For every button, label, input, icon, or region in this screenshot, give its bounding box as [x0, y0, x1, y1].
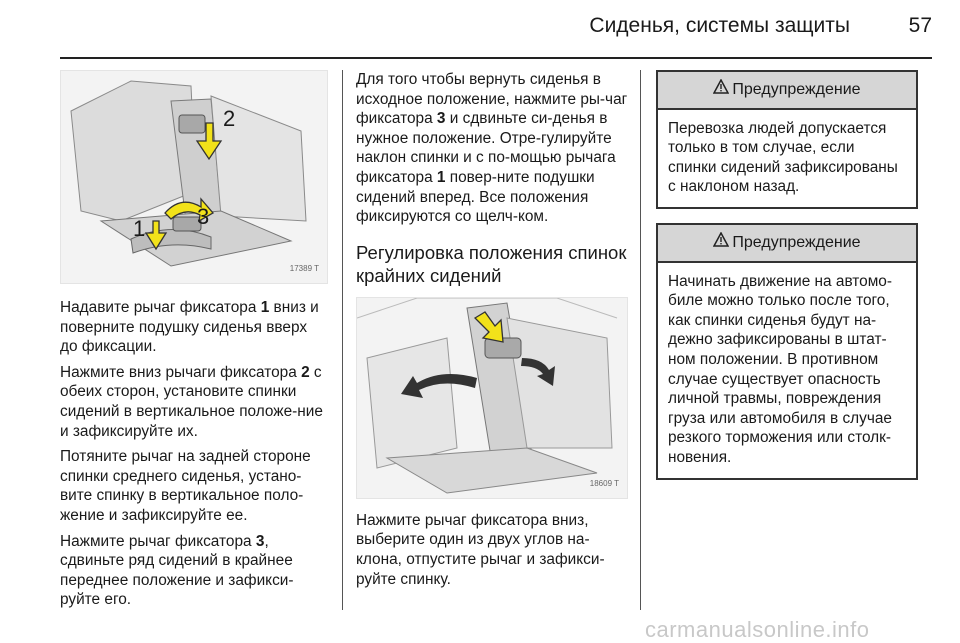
warning-triangle-icon — [713, 79, 729, 100]
warning-triangle-icon — [713, 232, 729, 253]
warning-box — [656, 223, 918, 480]
paragraph: Нажмите вниз рычаги фиксатора 2 с обеих сторон, установите спинки сидений в вертикальное положе-ние и зафиксируйте их. — [60, 363, 323, 440]
column-2 — [356, 70, 628, 595]
figure-rear-seat-folding — [60, 70, 328, 284]
warning-text: Перевозка людей допускается только в том случае, если спинки сидений зафиксированы с наклоном назад. — [668, 119, 898, 196]
column-1 — [60, 70, 328, 616]
warning-title: Предупреждение — [732, 81, 861, 98]
column-divider — [640, 70, 641, 610]
paragraph: Нажмите рычаг фиксатора вниз, выберите один из двух углов на-клона, отпустите рычаг и зафикси-руйте спинку. — [356, 511, 605, 588]
watermark: carmanualsonline.info — [645, 617, 870, 642]
callout-2: 2 — [223, 106, 236, 131]
header-rule — [60, 57, 932, 59]
paragraph: Для того чтобы вернуть сиденья в исходное положение, нажмите ры-чаг фиксатора 3 и сдвиньте си-денья в нужное положение. Отре-гулируйте наклон спинки и с по-мощью рычага фиксатора 1 повер-ните подушки сидений вперед. Все положения фиксируются со щелч-ком. — [356, 71, 628, 226]
section-heading: Регулировка положения спинок крайних сидений — [356, 241, 627, 286]
figure-backrest-recline — [356, 297, 628, 499]
callout-1: 1 — [133, 216, 146, 241]
warning-box — [656, 70, 918, 209]
paragraph: Надавите рычаг фиксатора 1 вниз и поверните подушку сиденья вверх до фиксации. — [60, 299, 319, 356]
callout-3: 3 — [197, 204, 210, 229]
figure-code: 17389 T — [289, 264, 319, 274]
page-header-title: Сиденья, системы защиты — [589, 14, 850, 37]
warning-text: Начинать движение на автомо-биле можно только после того, как спинки сиденья будут на-дежно зафиксированы в штат-ном положении. В противном случае существует опасность личной травмы, повреждения груза или автомобиля в случае резкого торможения или столк-новения. — [668, 272, 892, 466]
seat-illustration-1 — [61, 71, 327, 283]
column-divider — [342, 70, 343, 610]
seat-illustration-2 — [357, 298, 627, 498]
warning-header — [658, 225, 916, 263]
warning-header — [658, 72, 916, 110]
paragraph: Нажмите рычаг фиксатора 3, сдвиньте ряд сидений в крайнее переднее положение и зафикси-руйте его. — [60, 532, 294, 609]
warning-title: Предупреждение — [732, 233, 861, 251]
column-3 — [656, 70, 918, 494]
page-number: 57 — [908, 14, 932, 37]
figure-code: 18609 T — [589, 479, 619, 489]
paragraph: Потяните рычаг на задней стороне спинки среднего сиденья, устано-вите спинку в вертикальное поло-жение и зафиксируйте ее. — [60, 448, 311, 524]
